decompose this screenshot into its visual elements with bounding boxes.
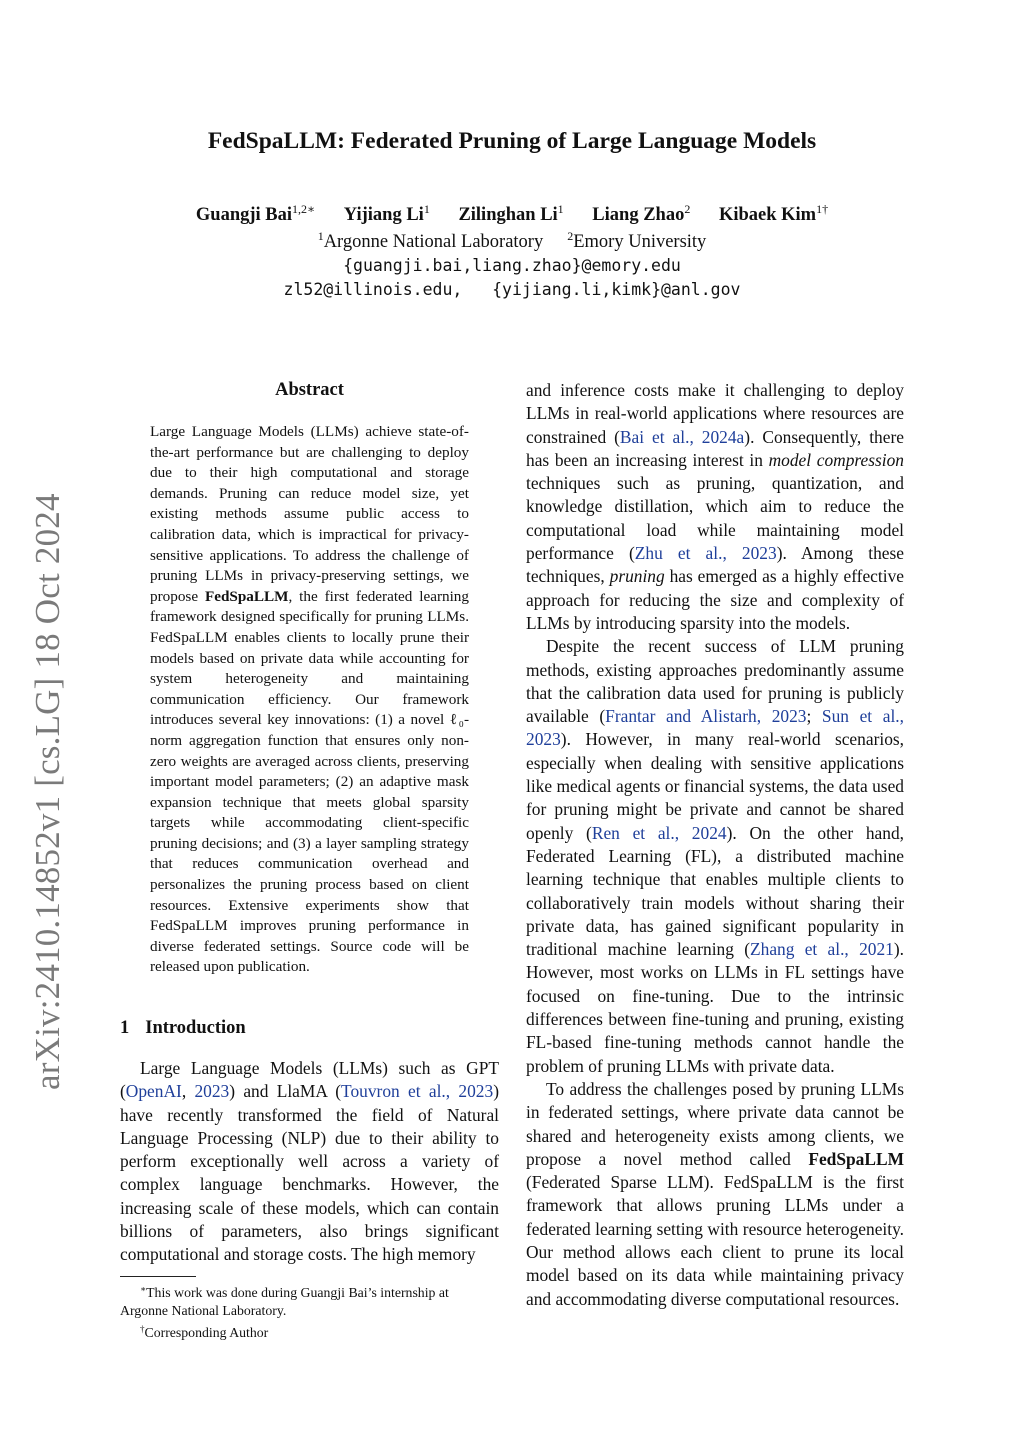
footnote-rule — [120, 1276, 196, 1277]
author-name: Yijiang Li$^1$ — [343, 202, 430, 225]
email-line: zl52@illinois.edu, {yijiang.li,kimk}@anl.gov — [283, 280, 741, 299]
paragraph: Large Language Models (LLMs) such as GPT (OpenAI, 2023) and LlaMA (Touvron et al., 2023) have recently transformed the field of Natural Language Processing (NLP) due to their ability to perform exceptionally well across a variety of complex language benchmarks. However, the increasing scale of these models, which can contain billions of parameters, also brings significant computational and storage costs. The high memory — [120, 1058, 499, 1265]
citation-link[interactable]: Bai et al., 2024a — [619, 426, 745, 447]
abstract-heading: Abstract — [275, 380, 344, 400]
intro-right-column — [526, 379, 904, 1311]
arxiv-identifier-stamp: arXiv:2410.14852v1 [cs.LG] 18 Oct 2024 — [28, 493, 67, 1090]
author-name: Kibaek Kim$^{1\dagger}$ — [718, 202, 829, 225]
affiliations: $^1$Argonne National Laboratory $^2$Emory University — [317, 229, 707, 252]
section-heading-introduction: 1 Introduction — [120, 1018, 246, 1038]
author-name: Zilinghan Li$^1$ — [458, 202, 564, 225]
citation-link[interactable]: 2023 — [194, 1081, 230, 1102]
citation-link[interactable]: Ren et al., 2024 — [591, 822, 727, 843]
author-name: Guangji Bai$^{1,2∗}$ — [195, 202, 316, 225]
footnote: ∗This work was done during Guangji Bai’s internship at Argonne National Laboratory. — [120, 1284, 449, 1318]
citation-link[interactable]: OpenAI — [125, 1081, 182, 1102]
citation-link[interactable]: Sun et al., 2023 — [526, 706, 904, 750]
citation-link[interactable]: 2023 — [458, 1081, 494, 1102]
footnote: †Corresponding Author — [140, 1324, 269, 1340]
intro-left-column — [120, 1057, 499, 1267]
citation-link[interactable]: Zhang et al., 2021 — [750, 939, 894, 960]
footnotes — [120, 1280, 499, 1342]
affiliation-name: Emory University — [573, 232, 707, 252]
author-list — [0, 202, 1024, 226]
citation-link[interactable]: Zhu et al., 2023 — [634, 543, 777, 564]
paragraph: To address the challenges posed by pruning LLMs in federated settings, where private data cannot be shared and heterogeneity exists among clients, we propose a novel method called FedSpaLLM (Federated Sparse LLM). FedSpaLLM is the first framework that allows pruning LLMs under a federated learning setting with resource heterogeneity. Our method allows each client to prune its local model based on its data while maintaining privacy and accommodating diverse computational resources. — [526, 1078, 904, 1309]
paper-title: FedSpaLLM: Federated Pruning of Large Language Models — [207, 128, 817, 154]
citation-link[interactable]: Touvron et al., — [341, 1081, 451, 1102]
citation-link[interactable]: Frantar and Alistarh, 2023 — [605, 706, 807, 727]
paragraph: and inference costs make it challenging to deploy LLMs in real-world applications where resources are constrained (Bai et al., 2024a). Consequently, there has been an increasing interest in model compression techniques such as pruning, quantization, and knowledge distillation, which aim to reduce the computational load while maintaining model performance (Zhu et al., 2023). Among these techniques, pruning has emerged as a highly effective approach for reducing the size and complexity of LLMs by introducing sparsity into the models. — [526, 380, 904, 633]
abstract-body: Large Language Models (LLMs) achieve state-of-the-art performance but are challenging to deploy due to their high computational and storage demands. Pruning can reduce model size, yet existing methods assume public access to calibration data, which is impractical for privacy-sensitive applications. To address the challenge of pruning LLMs in privacy-preserving settings, we propose FedSpaLLM, the first federated learning framework designed specifically for pruning LLMs. FedSpaLLM enables clients to locally prune their models based on private data while accounting for system heterogeneity and maintaining communication efficiency. Our framework introduces several key innovations: (1) a novel ℓ₀-norm aggregation function that ensures only non-zero weights are averaged across clients, preserving important model parameters; (2) an adaptive mask expansion technique that meets global sparsity targets while accommodating client-specific pruning decisions; and (3) a layer sampling strategy that reduces communication overhead and personalizes the pruning process based on client resources. Extensive experiments show that FedSpaLLM improves pruning performance in diverse federated settings. Source code will be released upon publication. — [150, 423, 469, 976]
paragraph: Despite the recent success of LLM pruning methods, existing approaches predominantly assume that the calibration data used for pruning is publicly available (Frantar and Alistarh, 2023; Sun et al., 2023). However, in many real-world scenarios, especially when dealing with sensitive applications like medical agents or financial systems, the data used for pruning might be private and cannot be shared openly (Ren et al., 2024). On the other hand, Federated Learning (FL), a distributed machine learning technique that enables multiple clients to collaboratively train models without sharing their private data, has gained significant popularity in traditional machine learning (Zhang et al., 2021). However, most works on LLMs in FL settings have focused on fine-tuning. Due to the intrinsic differences between fine-tuning and pruning, existing FL-based fine-tuning methods cannot handle the problem of pruning LLMs with private data. — [526, 636, 904, 1076]
affiliation-name: Argonne National Laboratory — [323, 232, 544, 252]
author-name: Liang Zhao$^2$ — [592, 202, 691, 225]
email-line: {guangji.bai,liang.zhao}@emory.edu — [343, 256, 681, 275]
